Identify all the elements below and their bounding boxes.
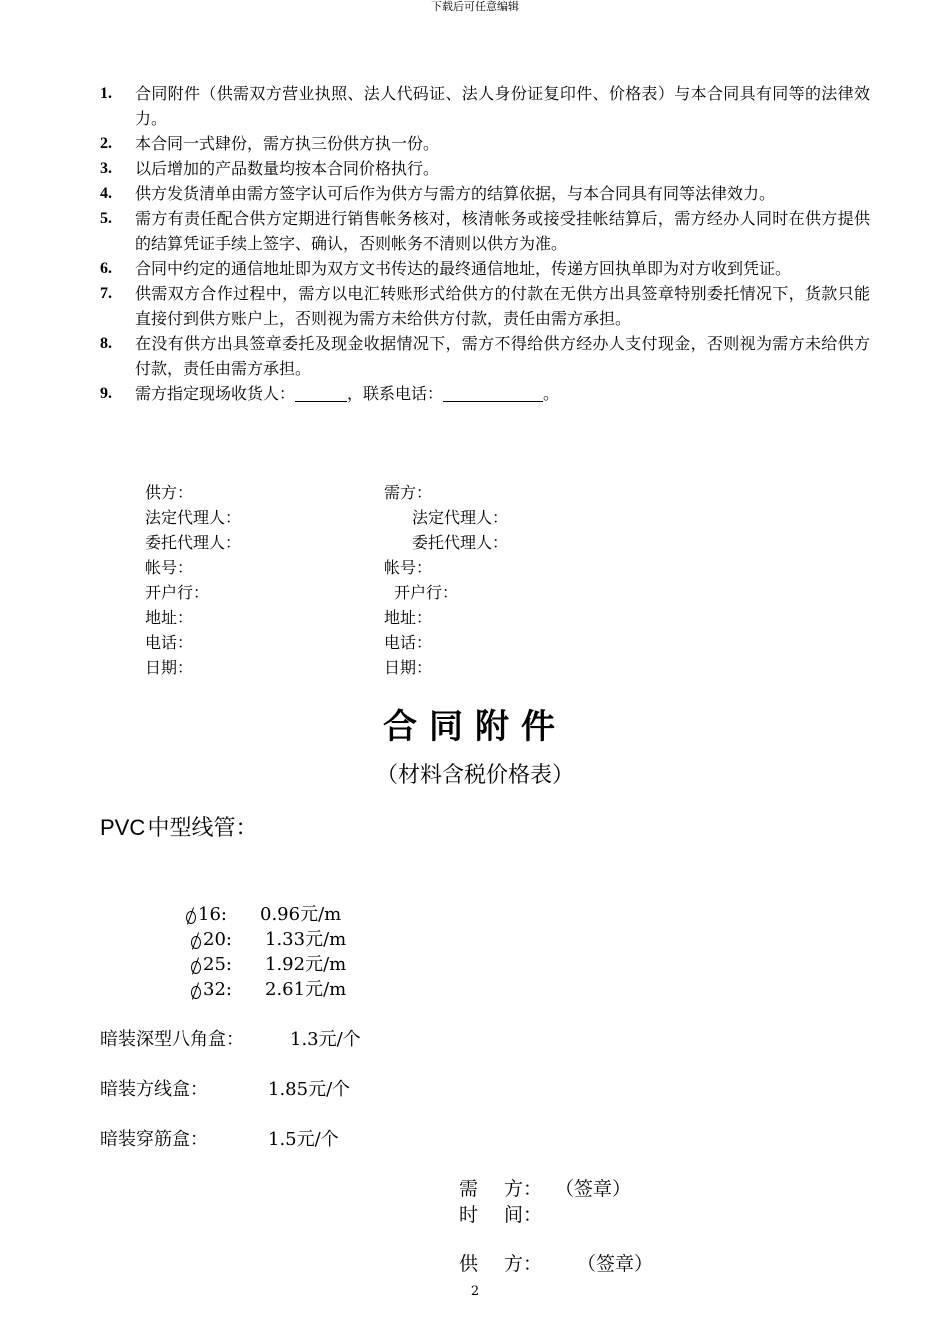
clause-item <box>100 331 870 381</box>
buyer-signature-line <box>459 1176 631 1202</box>
clause-item <box>100 281 870 331</box>
buyer-date: 日期： <box>384 658 433 677</box>
buyer-info-block <box>384 480 508 680</box>
clause-text: 以后增加的产品数量均按本合同价格执行。 <box>135 159 440 178</box>
price-size: 20: <box>203 929 232 950</box>
supplier-info-block <box>145 480 241 680</box>
clause-text: 需方有责任配合供方定期进行销售帐务核对，核清帐务或接受挂帐结算后，需方经办人同时在供方提供的结算凭证手续上签字、确认，否则帐务不清则以供方为准。 <box>135 209 870 253</box>
pvc-heading <box>100 812 257 845</box>
supplier-phone: 电话： <box>145 633 194 652</box>
buyer-label: 需方： <box>384 483 433 502</box>
clause-number: 4. <box>100 185 112 202</box>
supplier-sign-label-b: 方： <box>504 1253 543 1275</box>
price-value: 0.96元/m <box>260 904 342 925</box>
clause-number: 1. <box>100 85 112 102</box>
attachment-title: 合同附件 <box>383 707 567 747</box>
diameter-icon <box>190 931 202 949</box>
diameter-icon <box>185 906 197 924</box>
supplier-signature-line <box>459 1251 653 1277</box>
clause-end-mark: 。 <box>543 384 560 403</box>
supplier-seal: （签章） <box>577 1253 654 1275</box>
time-label-b: 间： <box>504 1204 543 1226</box>
clause-number: 6. <box>100 260 112 277</box>
time-label-a: 时 <box>459 1204 479 1226</box>
price-size: 25: <box>203 954 232 975</box>
price-size: 16: <box>198 904 227 925</box>
item-price: 1.85元/个 <box>268 1079 351 1100</box>
buyer-sign-label-b: 方： <box>504 1178 543 1200</box>
price-row <box>185 927 346 952</box>
item-price: 1.3元/个 <box>290 1029 361 1050</box>
supplier-bank: 开户行： <box>145 583 210 602</box>
supplier-address: 地址： <box>145 608 194 627</box>
clause-item <box>100 81 870 131</box>
clause-text: 供需双方合作过程中，需方以电汇转账形式给供方的付款在无供方出具签章特别委托情况下，货款只能直接付到供方账户上，否则视为需方未给供方付款，责任由需方承担。 <box>135 284 870 328</box>
buyer-bank: 开户行： <box>394 583 459 602</box>
item-rebar-box <box>100 1127 339 1152</box>
pvc-heading-latin: PVC <box>100 815 146 840</box>
item-name: 暗装方线盒： <box>100 1079 208 1100</box>
buyer-agent: 委托代理人： <box>412 533 509 552</box>
buyer-seal: （签章） <box>555 1178 632 1200</box>
clause-number: 9. <box>100 385 112 402</box>
clause-number: 5. <box>100 210 112 227</box>
price-value: 1.33元/m <box>265 929 347 950</box>
supplier-label: 供方： <box>145 483 194 502</box>
price-row <box>185 952 346 977</box>
item-name: 暗装深型八角盒： <box>100 1029 244 1050</box>
supplier-sign-label-a: 供 <box>459 1253 479 1275</box>
buyer-address: 地址： <box>384 608 433 627</box>
clause-text: 本合同一式肆份，需方执三份供方执一份。 <box>135 134 440 153</box>
item-name: 暗装穿筋盒： <box>100 1129 208 1150</box>
buyer-sign-label-a: 需 <box>459 1178 479 1200</box>
price-value: 1.92元/m <box>265 954 347 975</box>
clause-number: 2. <box>100 135 112 152</box>
pvc-price-list <box>185 902 346 1002</box>
clause-text: 合同附件（供需双方营业执照、法人代码证、法人身份证复印件、价格表）与本合同具有同等的法律效力。 <box>135 84 870 128</box>
supplier-agent: 委托代理人： <box>145 533 242 552</box>
receiver-label: 需方指定现场收货人： <box>135 384 296 403</box>
diameter-icon <box>190 981 202 999</box>
clause-number: 7. <box>100 285 112 302</box>
supplier-legal-rep: 法定代理人： <box>145 508 242 527</box>
page-header-note: 下载后可任意编辑 <box>431 0 519 13</box>
phone-label: ，联系电话： <box>347 384 444 403</box>
buyer-legal-rep: 法定代理人： <box>412 508 509 527</box>
item-square-box <box>100 1077 351 1102</box>
price-row <box>185 902 346 927</box>
item-price: 1.5元/个 <box>268 1129 339 1150</box>
clause-text: 合同中约定的通信地址即为双方文书传达的最终通信地址，传递方回执单即为对方收到凭证。 <box>135 259 792 278</box>
receiver-blank[interactable] <box>295 385 347 402</box>
buyer-account: 帐号： <box>384 558 433 577</box>
clause-item <box>100 131 870 156</box>
clause-item-receiver <box>100 381 870 406</box>
supplier-date: 日期： <box>145 658 194 677</box>
price-size: 32: <box>203 979 232 1000</box>
clause-item <box>100 206 870 256</box>
supplier-account: 帐号： <box>145 558 194 577</box>
price-row <box>185 977 346 1002</box>
price-value: 2.61元/m <box>265 979 347 1000</box>
clause-text <box>135 381 870 406</box>
phone-blank[interactable] <box>443 385 543 402</box>
page-number: 2 <box>470 1284 480 1299</box>
time-line <box>459 1202 555 1228</box>
buyer-phone: 电话： <box>384 633 433 652</box>
clause-number: 3. <box>100 160 112 177</box>
contract-clauses <box>100 81 870 406</box>
clause-item <box>100 181 870 206</box>
item-octagon-box <box>100 1027 361 1052</box>
clause-item <box>100 156 870 181</box>
clause-item <box>100 256 870 281</box>
attachment-subtitle: （材料含税价格表） <box>375 763 574 788</box>
clause-text: 供方发货清单由需方签字认可后作为供方与需方的结算依据，与本合同具有同等法律效力。 <box>135 184 776 203</box>
diameter-icon <box>190 956 202 974</box>
clause-number: 8. <box>100 335 112 352</box>
clause-text: 在没有供方出具签章委托及现金收据情况下，需方不得给供方经办人支付现金，否则视为需方未给供方付款，责任由需方承担。 <box>135 334 870 378</box>
pvc-heading-cn: 中型线管： <box>147 816 258 841</box>
